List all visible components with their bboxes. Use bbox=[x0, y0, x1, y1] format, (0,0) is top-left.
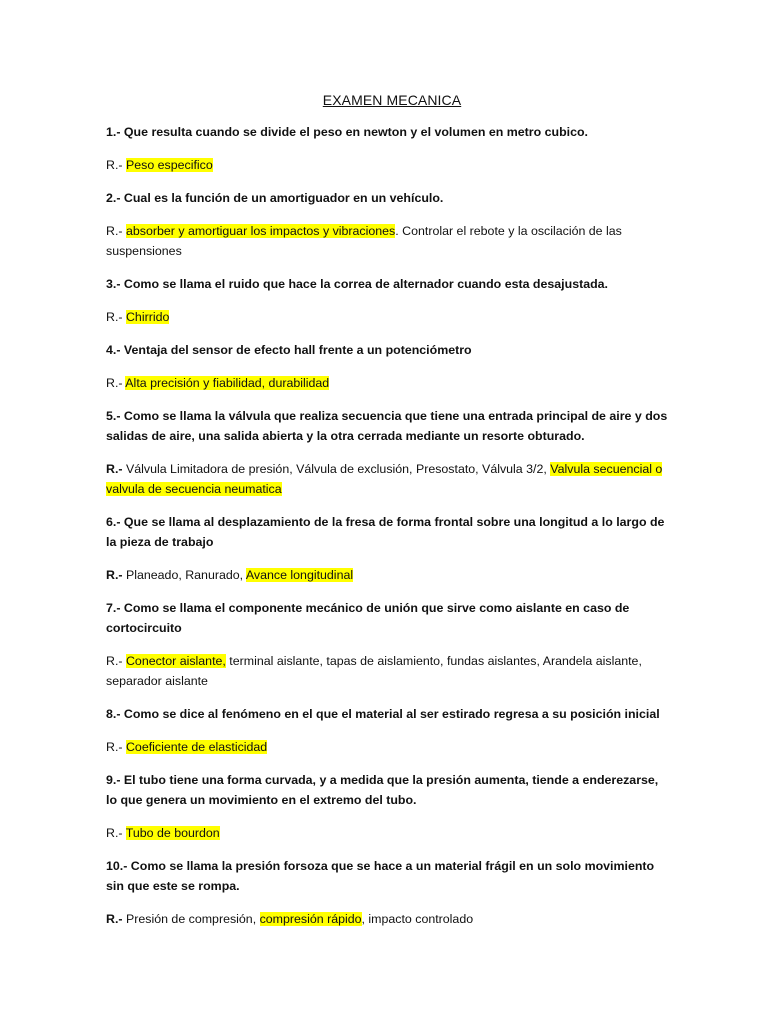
answer-label: R.- bbox=[106, 740, 123, 754]
question-body: Como se llama la válvula que realiza secuencia que tiene una entrada principal de aire y dos salidas de aire, una salida abierta y la otra cerrada mediante un resorte obturado. bbox=[106, 409, 668, 443]
answer-highlight: Chirrido bbox=[125, 310, 170, 324]
question-block bbox=[106, 770, 668, 843]
document-title: EXAMEN MECANICA bbox=[322, 92, 462, 108]
answer-highlight: Coeficiente de elasticidad bbox=[125, 740, 268, 754]
answer-suffix: , impacto controlado bbox=[361, 912, 474, 926]
question-body: Como se dice al fenómeno en el que el material al ser estirado regresa a su posición inicial bbox=[120, 707, 660, 721]
question-text bbox=[106, 770, 668, 810]
question-body: Como se llama la presión forsoza que se hace a un material frágil en un solo movimiento sin que este se rompa. bbox=[106, 859, 655, 893]
question-number: 6.- bbox=[106, 515, 121, 529]
answer-highlight: Alta precisión y fiabilidad, durabilidad bbox=[125, 376, 330, 390]
question-text bbox=[106, 274, 668, 294]
answer-text bbox=[106, 651, 668, 691]
answer-text bbox=[106, 909, 668, 929]
question-number: 8.- bbox=[106, 707, 121, 721]
question-number: 7.- bbox=[106, 601, 121, 615]
question-text bbox=[106, 406, 668, 446]
question-block bbox=[106, 274, 668, 327]
question-body: Cual es la función de un amortiguador en un vehículo. bbox=[120, 191, 444, 205]
answer-prefix: Presión de compresión, bbox=[122, 912, 260, 926]
question-block bbox=[106, 598, 668, 691]
question-body: Que se llama al desplazamiento de la fresa de forma frontal sobre una longitud a lo largo de la pieza de trabajo bbox=[106, 515, 665, 549]
answer-highlight: Conector aislante, bbox=[125, 654, 226, 668]
question-body: Ventaja del sensor de efecto hall frente a un potenciómetro bbox=[120, 343, 472, 357]
answer-suffix: terminal aislante, tapas de aislamiento, fundas aislantes, Arandela aislante, separador aislante bbox=[106, 654, 642, 688]
answer-highlight: Tubo de bourdon bbox=[125, 826, 220, 840]
question-number: 10.- bbox=[106, 859, 128, 873]
question-block bbox=[106, 340, 668, 393]
answer-label: R.- bbox=[106, 826, 123, 840]
answer-text bbox=[106, 307, 668, 327]
answer-label: R.- bbox=[106, 376, 123, 390]
question-text bbox=[106, 188, 668, 208]
answer-highlight: absorber y amortiguar los impactos y vibraciones bbox=[125, 224, 396, 238]
answer-label: R.- bbox=[106, 224, 123, 238]
answer-prefix: Válvula Limitadora de presión, Válvula de exclusión, Presostato, Válvula 3/2, bbox=[122, 462, 551, 476]
question-text bbox=[106, 856, 668, 896]
question-text bbox=[106, 512, 668, 552]
answer-highlight: Peso especifico bbox=[125, 158, 213, 172]
question-text bbox=[106, 122, 668, 142]
question-list bbox=[106, 122, 668, 929]
answer-label: R.- bbox=[106, 654, 123, 668]
question-block bbox=[106, 122, 668, 175]
question-text bbox=[106, 340, 668, 360]
answer-label: R.- bbox=[106, 912, 123, 926]
question-block bbox=[106, 512, 668, 585]
answer-highlight: Avance longitudinal bbox=[245, 568, 354, 582]
answer-text bbox=[106, 459, 668, 499]
question-block bbox=[106, 856, 668, 929]
answer-text bbox=[106, 221, 668, 261]
answer-suffix: . Controlar el rebote y la oscilación de las suspensiones bbox=[106, 224, 622, 258]
answer-highlight: compresión rápido bbox=[259, 912, 362, 926]
question-body: Como se llama el componente mecánico de unión que sirve como aislante en caso de cortocircuito bbox=[106, 601, 630, 635]
question-text bbox=[106, 704, 668, 724]
question-number: 1.- bbox=[106, 125, 121, 139]
question-body: El tubo tiene una forma curvada, y a medida que la presión aumenta, tiende a enderezarse, lo que genera un movimiento en el extremo del tubo. bbox=[106, 773, 659, 807]
answer-highlight: Valvula secuencial o valvula de secuencia neumatica bbox=[106, 462, 663, 496]
question-number: 9.- bbox=[106, 773, 121, 787]
answer-text bbox=[106, 737, 668, 757]
answer-text bbox=[106, 155, 668, 175]
question-number: 5.- bbox=[106, 409, 121, 423]
question-text bbox=[106, 598, 668, 638]
question-block bbox=[106, 188, 668, 261]
question-body: Como se llama el ruido que hace la correa de alternador cuando esta desajustada. bbox=[120, 277, 608, 291]
answer-label: R.- bbox=[106, 462, 123, 476]
question-number: 2.- bbox=[106, 191, 121, 205]
answer-label: R.- bbox=[106, 568, 123, 582]
question-number: 3.- bbox=[106, 277, 121, 291]
question-body: Que resulta cuando se divide el peso en newton y el volumen en metro cubico. bbox=[120, 125, 588, 139]
question-block bbox=[106, 704, 668, 757]
answer-text bbox=[106, 373, 668, 393]
question-block bbox=[106, 406, 668, 499]
answer-text bbox=[106, 565, 668, 585]
answer-label: R.- bbox=[106, 310, 123, 324]
answer-prefix: Planeado, Ranurado, bbox=[122, 568, 246, 582]
answer-label: R.- bbox=[106, 158, 123, 172]
answer-text bbox=[106, 823, 668, 843]
question-number: 4.- bbox=[106, 343, 121, 357]
